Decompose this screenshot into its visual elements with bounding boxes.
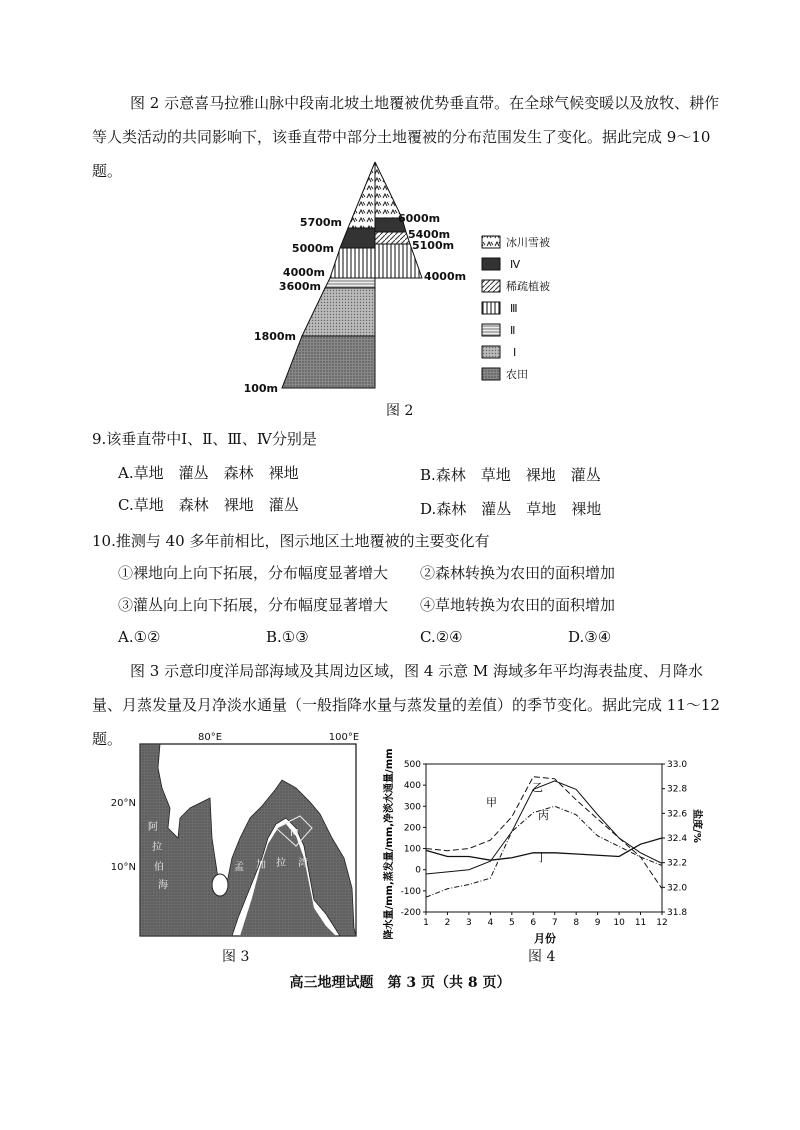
left-tick-label: 100 [403,844,421,855]
alt-left-100: 100m [243,382,278,395]
legend-III: Ⅲ [510,302,518,315]
figure-2-caption: 图 2 [386,403,414,419]
x-tick-label: 8 [573,918,580,928]
right-tick-label: 31.8 [667,908,688,918]
q9-option-a[interactable]: A.草地 灌丛 森林 裸地 [118,464,299,482]
left-tick-label: 0 [415,865,421,876]
x-tick-label: 6 [530,918,537,928]
series-label-yi: 乙 [532,781,543,794]
q10-option-b[interactable]: B.①③ [266,628,309,646]
figure-3-caption: 图 3 [222,949,250,965]
x-tick-label: 4 [487,918,494,928]
alt-left-3600: 3600m [278,280,321,293]
q10-statement-3: ③灌丛向上向下拓展，分布幅度显著增大 [118,596,389,614]
q9-option-d[interactable]: D.森林 灌丛 草地 裸地 [420,500,602,518]
alt-right-5100: 5100m [412,239,455,252]
right-tick-label: 32.8 [667,784,688,795]
figure-3-map [100,728,375,938]
x-tick-label: 10 [613,918,625,928]
x-tick-label: 9 [594,918,601,928]
right-tick-label: 32.6 [667,809,688,820]
q10-statement-4: ④草地转换为农田的面积增加 [420,596,616,614]
left-axis-label: 降水量/mm,蒸发量/mm,净淡水通量/mm [384,748,395,940]
left-tick-label: 500 [403,760,421,770]
legend-farmland: 农田 [506,368,528,381]
q9-option-b[interactable]: B.森林 草地 裸地 灌丛 [420,466,601,484]
figure-2-legend [482,235,550,381]
region-M: M [290,828,299,839]
sea-label-hai: 海 [158,880,168,891]
x-tick-label: 3 [466,918,472,928]
bay-label-wan: 湾 [298,858,308,869]
legend-I: Ⅰ [513,346,517,359]
q10-option-a[interactable]: A.①② [118,628,161,646]
q10-stem: 10.推测与 40 多年前相比，图示地区土地覆被的主要变化有 [92,532,490,550]
bay-label-la: 拉 [276,858,286,869]
bay-label-meng: 孟 [234,862,244,873]
alt-right-6000: 6000m [398,212,441,225]
intro-paragraph-2: 图 3 示意印度洋局部海域及其周边区域，图 4 示意 M 海域多年平均海表盐度、月降水量、月蒸发量及月净淡水通量（一般指降水量与蒸发量的差值）的季节变化。据此完成 11～12 题。 [92,662,720,748]
right-tick-label: 33.0 [667,760,688,770]
alt-left-4000: 4000m [282,266,325,279]
left-tick-label: 300 [403,802,421,813]
series-label-bing: 丙 [538,809,549,822]
legend-snow: 冰川雪被 [506,236,550,249]
lon-100E: 100°E [328,732,360,743]
right-tick-label: 32.4 [667,834,688,844]
x-tick-label: 2 [444,918,451,928]
legend-IV: Ⅳ [510,258,521,271]
q10-option-d[interactable]: D.③④ [568,628,612,646]
legend-sparse: 稀疏植被 [506,280,550,293]
x-axis-label: 月份 [534,932,556,945]
x-tick-label: 1 [423,918,429,928]
x-tick-label: 7 [551,918,558,928]
alt-left-1800: 1800m [253,330,296,343]
legend-II: Ⅱ [510,324,516,337]
left-tick-label: 200 [403,823,421,834]
x-tick-label: 5 [508,918,515,928]
sea-label-bo: 伯 [154,862,164,873]
left-tick-label: -200 [400,908,421,918]
figure-4-chart [378,728,720,950]
alt-left-5700: 5700m [299,216,342,229]
bay-label-jia: 加 [256,860,266,871]
q10-statement-2: ②森林转换为农田的面积增加 [420,564,616,582]
figure-4-caption: 图 4 [528,949,556,965]
left-tick-label: 400 [403,781,421,792]
lat-20N: 20°N [110,798,136,809]
lat-10N: 10°N [110,862,136,873]
sea-label-la: 拉 [152,842,162,853]
alt-left-5000: 5000m [291,242,334,255]
alt-right-5400: 5400m [408,228,451,241]
figure-2-vertical-belt [230,160,610,400]
page-footer: 高三地理试题 第 3 页（共 8 页） [289,975,511,991]
alt-right-4000: 4000m [424,270,467,283]
right-tick-label: 32.2 [667,858,688,869]
left-tick-label: -100 [400,886,421,897]
right-tick-label: 32.0 [667,883,688,894]
sea-label-a: 阿 [148,822,158,833]
intro-paragraph-1: 图 2 示意喜马拉雅山脉中段南北坡土地覆被优势垂直带。在全球气候变暖以及放牧、耕作等人类活动的共同影响下，该垂直带中部分土地覆被的分布范围发生了变化。据此完成 9～10 题。 [92,94,720,180]
right-axis-label: 盐度/% [691,809,702,843]
q9-stem: 9.该垂直带中Ⅰ、Ⅱ、Ⅲ、Ⅳ分别是 [92,430,317,448]
q10-statement-1: ①裸地向上向下拓展，分布幅度显著增大 [118,564,389,582]
series-label-ding: 丁 [536,851,547,864]
lon-80E: 80°E [197,732,223,743]
q9-option-c[interactable]: C.草地 森林 裸地 灌丛 [118,496,299,514]
q10-option-c[interactable]: C.②④ [420,628,463,646]
x-tick-label: 12 [656,918,668,928]
x-tick-label: 11 [634,918,647,928]
series-label-jia: 甲 [486,796,497,809]
